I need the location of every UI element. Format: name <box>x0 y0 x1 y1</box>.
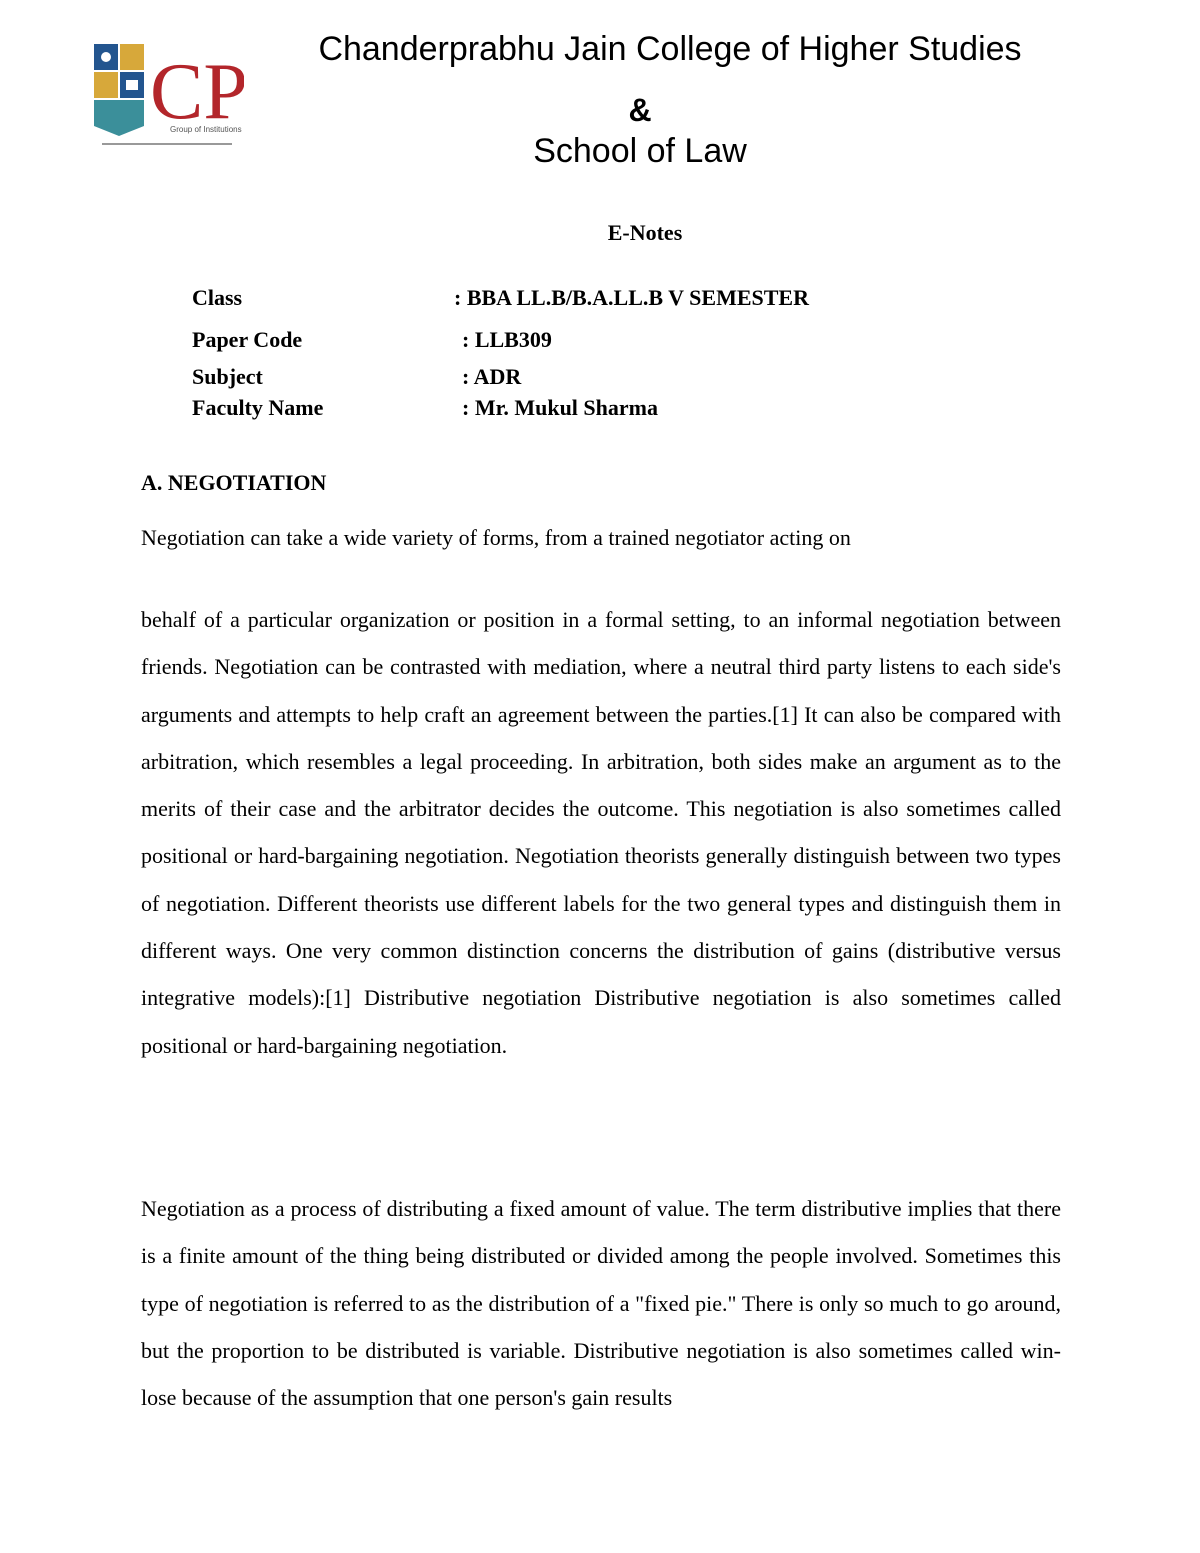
logo-text: CP <box>150 48 244 136</box>
meta-key: Subject <box>192 364 263 389</box>
course-meta <box>192 285 992 427</box>
paragraph-1: Negotiation can take a wide variety of forms, from a trained negotiator acting on <box>141 525 851 550</box>
meta-row-class <box>192 285 992 327</box>
paragraph-2: behalf of a particular organization or position in a formal setting, to an informal negotiation between friends. Negotiation can be contrasted with mediation, where a neutral third party listens to each side's arguments and attempts to help craft an agreement between the parties.[1] It can also be compared with arbitration, which resembles a legal proceeding. In arbitration, both sides make an argument as to the merits of their case and the arbitrator decides the outcome. This negotiation is also sometimes called positional or hard-bargaining negotiation. Negotiation theorists generally distinguish between two types of negotiation. Different theorists use different labels for the two general types and distinguish them in different ways. One very common distinction concerns the distribution of gains (distributive versus integrative models):[1] Distributive negotiation Distributive negotiation is also sometimes called positional or hard-bargaining negotiation. <box>141 607 1061 1058</box>
meta-value: : ADR <box>462 364 522 389</box>
doc-type-title: E-Notes <box>607 220 683 245</box>
school-name: School of Law <box>533 132 747 170</box>
meta-value: : LLB309 <box>462 327 552 352</box>
header-ampersand: & <box>628 92 652 128</box>
college-name: Chanderprabhu Jain College of Higher Studies <box>318 30 1022 68</box>
meta-key: Faculty Name <box>192 395 324 420</box>
meta-value: : BBA LL.B/B.A.LL.B V SEMESTER <box>454 285 809 310</box>
paragraph-3: Negotiation as a process of distributing a fixed amount of value. The term distributive implies that there is a finite amount of the thing being distributed or divided among the people involved. Sometimes this type of negotiation is referred to as the distribution of a "fixed pie." There is only so much to go around, but the proportion to be distributed is variable. Distributive negotiation is also sometimes called win-lose because of the assumption that one person's gain results <box>141 1196 1061 1411</box>
meta-row-paper-code <box>192 327 992 364</box>
meta-row-faculty <box>192 395 992 427</box>
section-title: A. NEGOTIATION <box>141 470 327 495</box>
meta-value: : Mr. Mukul Sharma <box>462 395 658 420</box>
college-logo <box>92 32 244 150</box>
svg-text:Group of Institutions: Group of Institutions <box>170 125 242 134</box>
meta-row-subject <box>192 364 992 395</box>
meta-key: Paper Code <box>192 327 303 352</box>
meta-key: Class <box>192 285 243 310</box>
cpj-logo-icon <box>92 32 244 150</box>
